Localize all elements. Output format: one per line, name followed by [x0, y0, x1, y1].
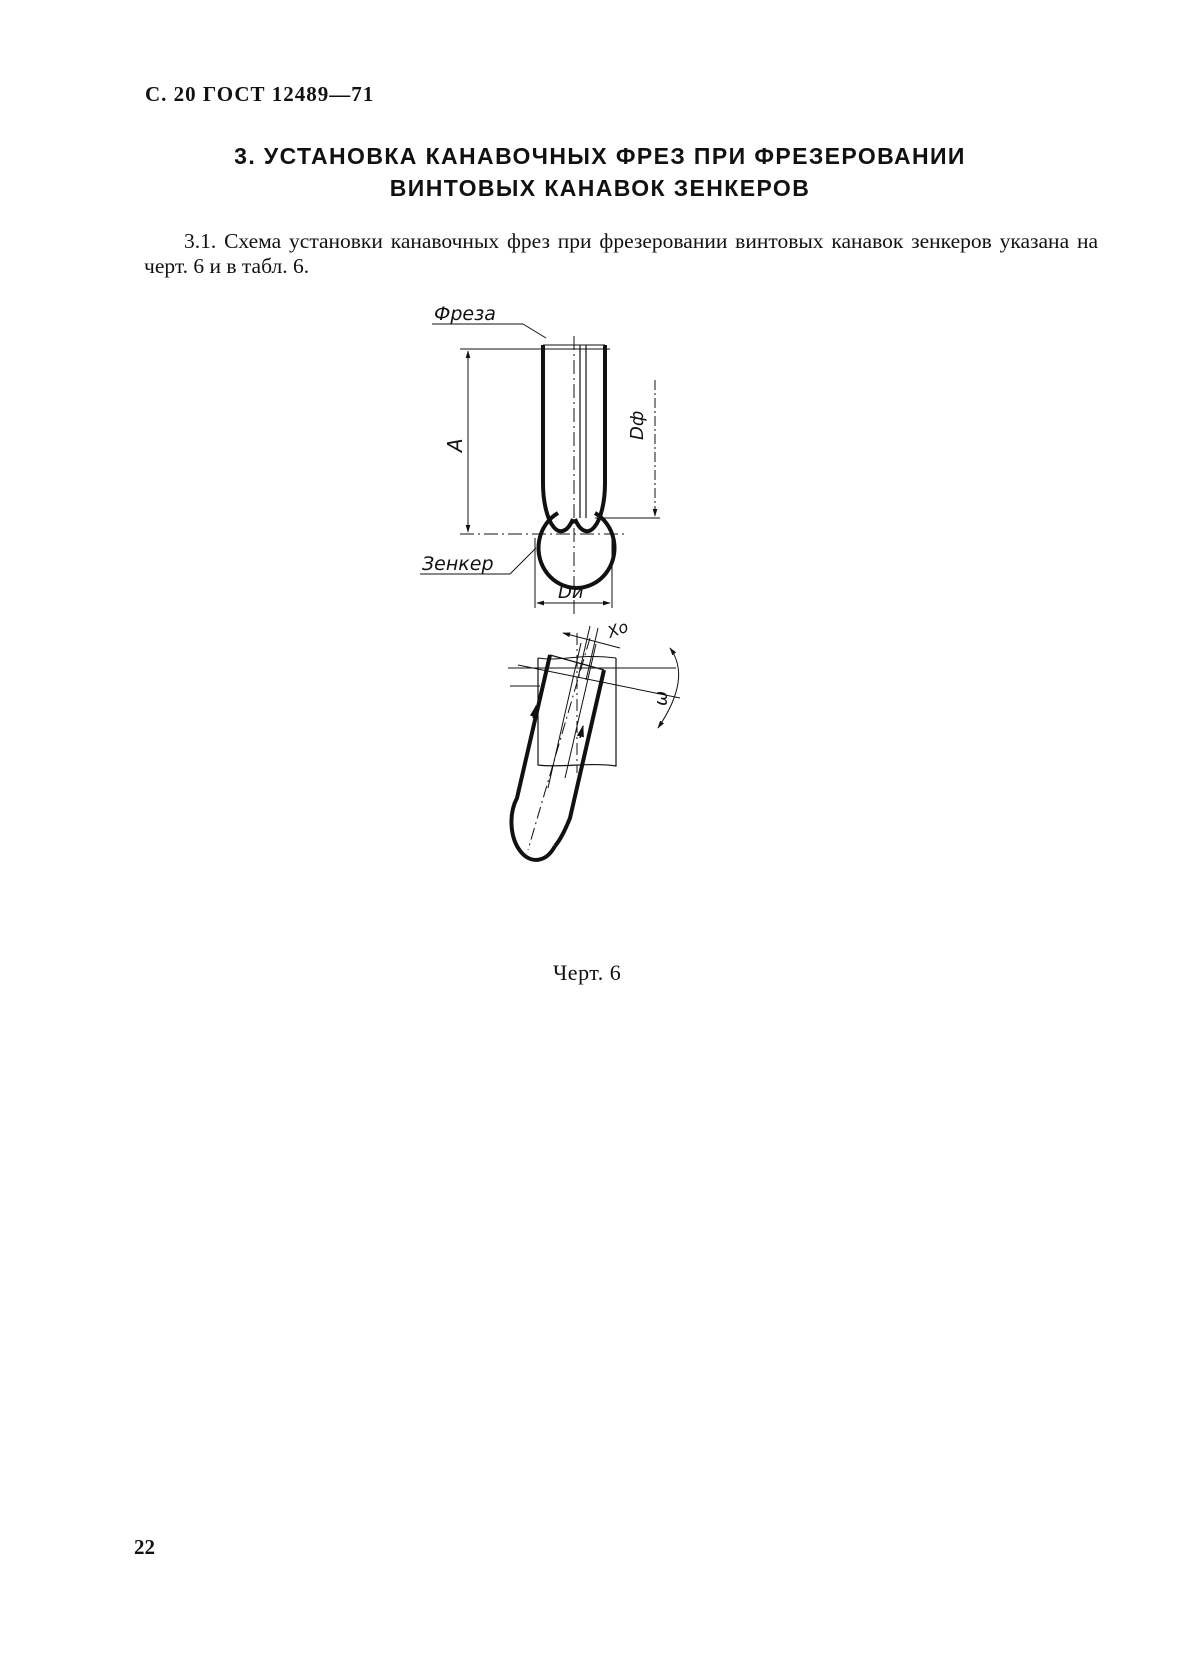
dim-di-label: Dи: [558, 582, 584, 603]
label-cutter: Фреза: [434, 303, 496, 325]
side-arrow-right: [580, 726, 583, 738]
label-countersink: Зенкер: [422, 553, 494, 575]
section-title-line-1: 3. УСТАНОВКА КАНАВОЧНЫХ ФРЕЗ ПРИ ФРЕЗЕРОВАНИИ: [234, 143, 966, 169]
section-title-line-2: ВИНТОВЫХ КАНАВОК ЗЕНКЕРОВ: [389, 175, 811, 201]
side-view: [508, 617, 680, 860]
technical-drawing: [420, 303, 740, 926]
drawing-svg: [420, 303, 740, 926]
running-head: С. 20 ГОСТ 12489—71: [145, 82, 375, 106]
tilted-inner-line-2: [565, 644, 596, 778]
dim-df-label: Dф: [627, 410, 648, 440]
dim-xo-label: Xо: [604, 616, 631, 642]
angle-omega-arc: [658, 648, 679, 728]
page-number: 22: [134, 1535, 155, 1559]
top-view: [420, 303, 660, 614]
dim-a-label: A: [443, 438, 467, 452]
paragraph-3-1: 3.1. Схема установки канавочных фрез при фрезеровании винтовых канавок зенкеров указана на черт. 6 и в табл. 6.: [144, 229, 1098, 278]
leader-cutter: [523, 324, 546, 338]
tilted-center-line: [528, 638, 590, 850]
leader-countersink: [510, 548, 536, 574]
tilted-inner-line: [548, 643, 581, 788]
angle-omega-label: ω: [651, 690, 672, 706]
figure-caption: Черт. 6: [553, 960, 622, 985]
